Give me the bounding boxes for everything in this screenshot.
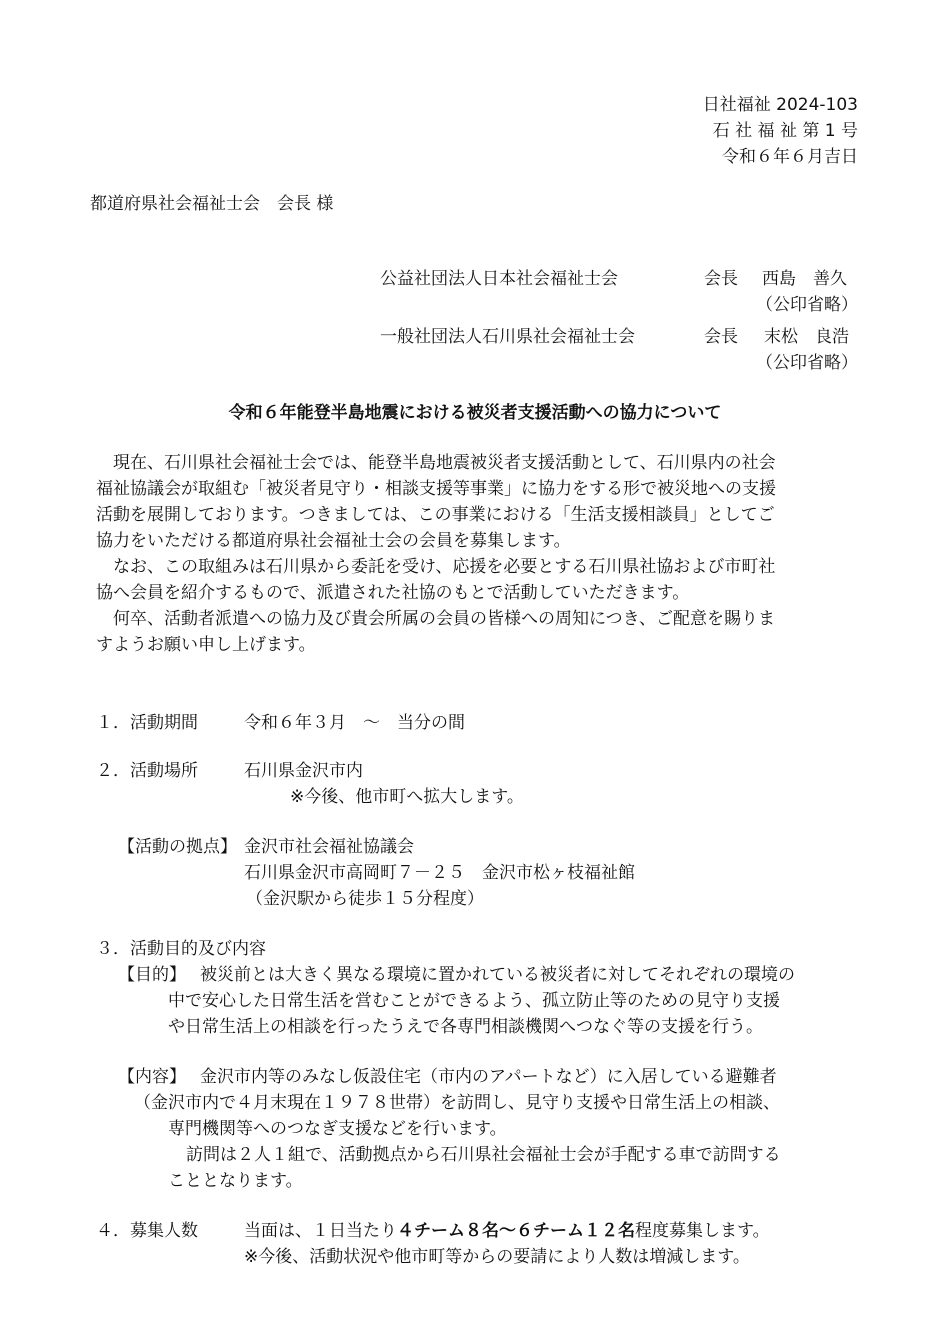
- doc-date: 令和６年６月吉日: [722, 147, 858, 167]
- sender-2-seal: （公印省略）: [756, 353, 858, 373]
- sender-1-title: 会長: [704, 269, 738, 289]
- purpose-line-2: 中で安心した日常生活を営むことができるよう、孤立防止等のための見守り支援: [168, 991, 780, 1011]
- content-label: 【内容】: [118, 1067, 186, 1087]
- purpose-label: 【目的】: [118, 965, 186, 985]
- item-2-label: 活動場所: [130, 761, 198, 781]
- item-4-value-post: 程度募集します。: [635, 1221, 770, 1241]
- item-4-value: [244, 1218, 770, 1244]
- item-4-value-bold: ４チーム８名～６チーム１２名: [397, 1221, 635, 1241]
- content-line-3: 専門機関等へのつなぎ支援などを行います。: [168, 1119, 507, 1139]
- item-4-number: ４．: [96, 1221, 130, 1241]
- body-p3-line-1: 何卒、活動者派遣への協力及び貴会所属の会員の皆様への周知につき、ご配意を賜りま: [113, 609, 775, 629]
- sender-1-org: 公益社団法人日本社会福祉士会: [380, 269, 618, 289]
- sender-1-name: 西島 善久: [762, 269, 847, 289]
- item-4-value-pre: 当面は、１日当たり: [244, 1221, 397, 1241]
- purpose-line-3: や日常生活上の相談を行ったうえで各専門相談機関へつなぐ等の支援を行う。: [168, 1017, 763, 1037]
- body-p2-line-2: 協へ会員を紹介するもので、派遣された社協のもとで活動していただきます。: [96, 583, 690, 603]
- content-line-2: （金沢市内で４月末現在１９７８世帯）を訪問し、見守り支援や日常生活上の相談、: [134, 1093, 780, 1113]
- item-1-value: 令和６年３月 ～ 当分の間: [244, 713, 465, 733]
- purpose-line-1: 被災前とは大きく異なる環境に置かれている被災者に対してそれぞれの環境の: [200, 965, 795, 985]
- body-p1-line-3: 活動を展開しております。つきましては、この事業における「生活支援相談員」としてご: [96, 505, 775, 525]
- item-4-note: ※今後、活動状況や他市町等からの要請により人数は増減します。: [244, 1247, 750, 1267]
- body-p3-line-2: すようお願い申し上げます。: [96, 635, 316, 655]
- sender-2-org: 一般社団法人石川県社会福祉士会: [380, 327, 635, 347]
- item-1-number: １．: [96, 713, 130, 733]
- item-2-number: ２．: [96, 761, 130, 781]
- sender-2-name: 末松 良浩: [764, 327, 849, 347]
- item-1-label: 活動期間: [130, 713, 198, 733]
- item-2-value: 石川県金沢市内: [244, 761, 363, 781]
- item-3-number: ３．: [96, 939, 130, 959]
- body-p1-line-4: 協力をいただける都道府県社会福祉士会の会員を募集します。: [96, 531, 571, 551]
- item-4-label: 募集人数: [130, 1221, 198, 1241]
- base-name: 金沢市社会福祉協議会: [244, 837, 414, 857]
- base-access: （金沢駅から徒歩１５分程度）: [246, 889, 484, 909]
- base-address: 石川県金沢市高岡町７－２５ 金沢市松ヶ枝福祉館: [244, 863, 635, 883]
- sender-2-title: 会長: [704, 327, 738, 347]
- body-p1-line-2: 福祉協議会が取組む「被災者見守り・相談支援等事業」に協力をする形で被災地への支援: [96, 479, 776, 499]
- item-2-note: ※今後、他市町へ拡大します。: [290, 787, 524, 807]
- doc-number-secondary: 石 社 福 祉 第 1 号: [712, 121, 858, 141]
- recipient: 都道府県社会福祉士会 会長 様: [90, 194, 334, 214]
- base-label: 【活動の拠点】: [118, 837, 237, 857]
- content-line-1: 金沢市内等のみなし仮設住宅（市内のアパートなど）に入居している避難者: [200, 1067, 777, 1087]
- sender-1-seal: （公印省略）: [756, 295, 858, 315]
- item-3-label: 活動目的及び内容: [130, 939, 266, 959]
- body-p1-line-1: 現在、石川県社会福祉士会では、能登半島地震被災者支援活動として、石川県内の社会: [113, 453, 776, 473]
- document-title: 令和６年能登半島地震における被災者支援活動への協力について: [228, 403, 722, 423]
- content-line-5: こととなります。: [168, 1171, 303, 1191]
- content-line-4: 訪問は２人１組で、活動拠点から石川県社会福祉士会が手配する車で訪問する: [186, 1145, 781, 1165]
- doc-number: 日社福祉 2024-103: [702, 95, 858, 115]
- body-p2-line-1: なお、この取組みは石川県から委託を受け、応援を必要とする石川県社協および市町社: [113, 557, 776, 577]
